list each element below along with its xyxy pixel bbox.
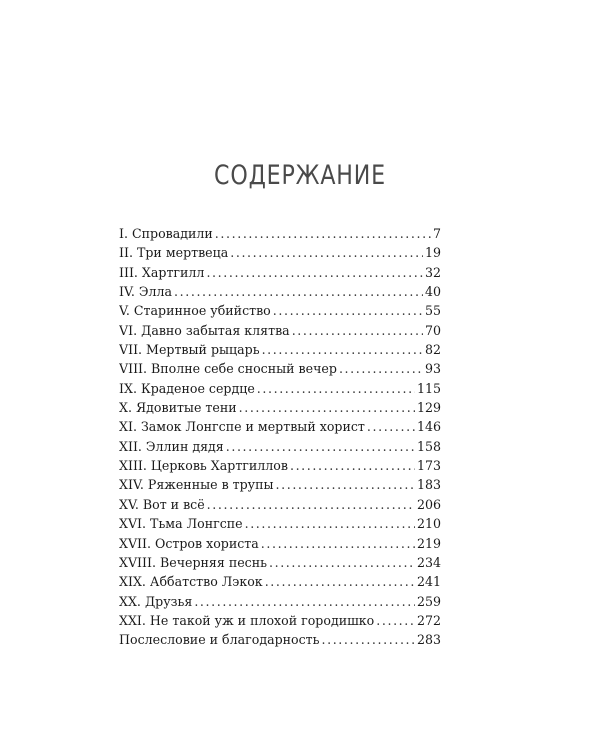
toc-entry-title: VIII. Вполне себе сносный вечер: [119, 361, 337, 377]
toc-page-number: 210: [416, 516, 441, 532]
dot-leader: [367, 419, 415, 434]
toc-entry: [119, 632, 441, 651]
dot-leader: [239, 400, 415, 415]
table-of-contents: [119, 226, 441, 652]
toc-page-number: 272: [416, 612, 441, 628]
toc-page-number: 7: [432, 226, 441, 241]
toc-entry-title: VII. Мертвый рыцарь: [119, 342, 260, 358]
toc-page-number: 146: [416, 419, 441, 435]
dot-leader: [226, 439, 415, 454]
toc-entry-title: VI. Давно забытая клятва: [119, 322, 290, 338]
dot-leader: [245, 516, 415, 531]
toc-entry: [119, 419, 441, 438]
toc-entry-title: IV. Элла: [119, 284, 173, 300]
toc-entry-title: XII. Эллин дядя: [119, 438, 224, 454]
toc-page-number: 219: [416, 535, 441, 551]
dot-leader: [194, 594, 415, 609]
toc-entry: [119, 594, 441, 613]
dot-leader: [215, 226, 431, 241]
toc-entry: [119, 226, 441, 245]
toc-page-number: 82: [424, 342, 441, 358]
toc-page-number: 70: [424, 322, 441, 338]
toc-entry: [119, 439, 441, 458]
toc-page-number: 19: [424, 245, 441, 261]
toc-entry: [119, 323, 441, 342]
toc-entry: [119, 245, 441, 264]
toc-page-number: 259: [416, 593, 441, 609]
dot-leader: [376, 613, 415, 628]
toc-entry: [119, 574, 441, 593]
toc-entry: [119, 516, 441, 535]
toc-entry: [119, 381, 441, 400]
toc-page-number: 183: [416, 477, 441, 493]
toc-entry: [119, 303, 441, 322]
toc-entry: [119, 477, 441, 496]
toc-page-number: 206: [416, 496, 441, 512]
toc-entry-title: IX. Краденое сердце: [119, 380, 255, 396]
dot-leader: [290, 458, 415, 473]
toc-entry-title: XIII. Церковь Хартгиллов: [119, 458, 288, 474]
toc-entry-title: XVI. Тьма Лонгспе: [119, 516, 243, 532]
toc-entry: [119, 555, 441, 574]
dot-leader: [322, 632, 415, 647]
toc-entry: [119, 265, 441, 284]
toc-page-number: 129: [416, 400, 441, 416]
toc-entry: [119, 497, 441, 516]
toc-entry-title: V. Старинное убийство: [119, 303, 271, 319]
toc-page-number: 55: [424, 303, 441, 319]
toc-page-number: 40: [424, 284, 441, 300]
toc-page-number: 283: [416, 632, 441, 648]
toc-entry-title: XIX. Аббатство Лэкок: [119, 574, 263, 590]
dot-leader: [276, 477, 415, 492]
toc-entry: [119, 400, 441, 419]
toc-entry: [119, 361, 441, 380]
dot-leader: [269, 555, 415, 570]
toc-entry-title: II. Три мертвеца: [119, 245, 229, 261]
toc-entry: [119, 613, 441, 632]
toc-entry-title: X. Ядовитые тени: [119, 400, 237, 416]
toc-entry-title: XI. Замок Лонгспе и мертвый хорист: [119, 419, 365, 435]
toc-entry-title: XVIII. Вечерняя песнь: [119, 554, 267, 570]
dot-leader: [265, 574, 415, 589]
toc-entry-title: XVII. Остров хориста: [119, 535, 259, 551]
dot-leader: [207, 497, 415, 512]
dot-leader: [339, 361, 423, 376]
toc-entry-title: XV. Вот и всё: [119, 496, 205, 512]
toc-entry-title: XX. Друзья: [119, 593, 193, 609]
toc-entry-title: XIV. Ряженные в трупы: [119, 477, 274, 493]
toc-page-number: 234: [416, 554, 441, 570]
toc-entry-title: Послесловие и благодарность: [119, 632, 320, 648]
toc-page-number: 241: [416, 574, 441, 590]
toc-page-number: 32: [424, 264, 441, 280]
toc-entry: [119, 458, 441, 477]
toc-page-number: 115: [416, 380, 441, 396]
dot-leader: [273, 303, 423, 318]
toc-page-number: 93: [424, 361, 441, 377]
toc-entry-title: I. Спровадили: [119, 226, 213, 241]
toc-entry: [119, 284, 441, 303]
toc-entry-title: III. Хартгилл: [119, 264, 205, 280]
toc-page-number: 158: [416, 438, 441, 454]
toc-entry-title: XXI. Не такой уж и плохой городишко: [119, 612, 375, 628]
dot-leader: [206, 265, 423, 280]
dot-leader: [292, 323, 423, 338]
page-title: СОДЕРЖАНИЕ: [214, 160, 386, 191]
dot-leader: [262, 342, 423, 357]
dot-leader: [261, 536, 415, 551]
toc-entry: [119, 342, 441, 361]
dot-leader: [257, 381, 415, 396]
dot-leader: [174, 284, 423, 299]
toc-page-number: 173: [416, 458, 441, 474]
toc-entry: [119, 536, 441, 555]
dot-leader: [230, 245, 423, 260]
